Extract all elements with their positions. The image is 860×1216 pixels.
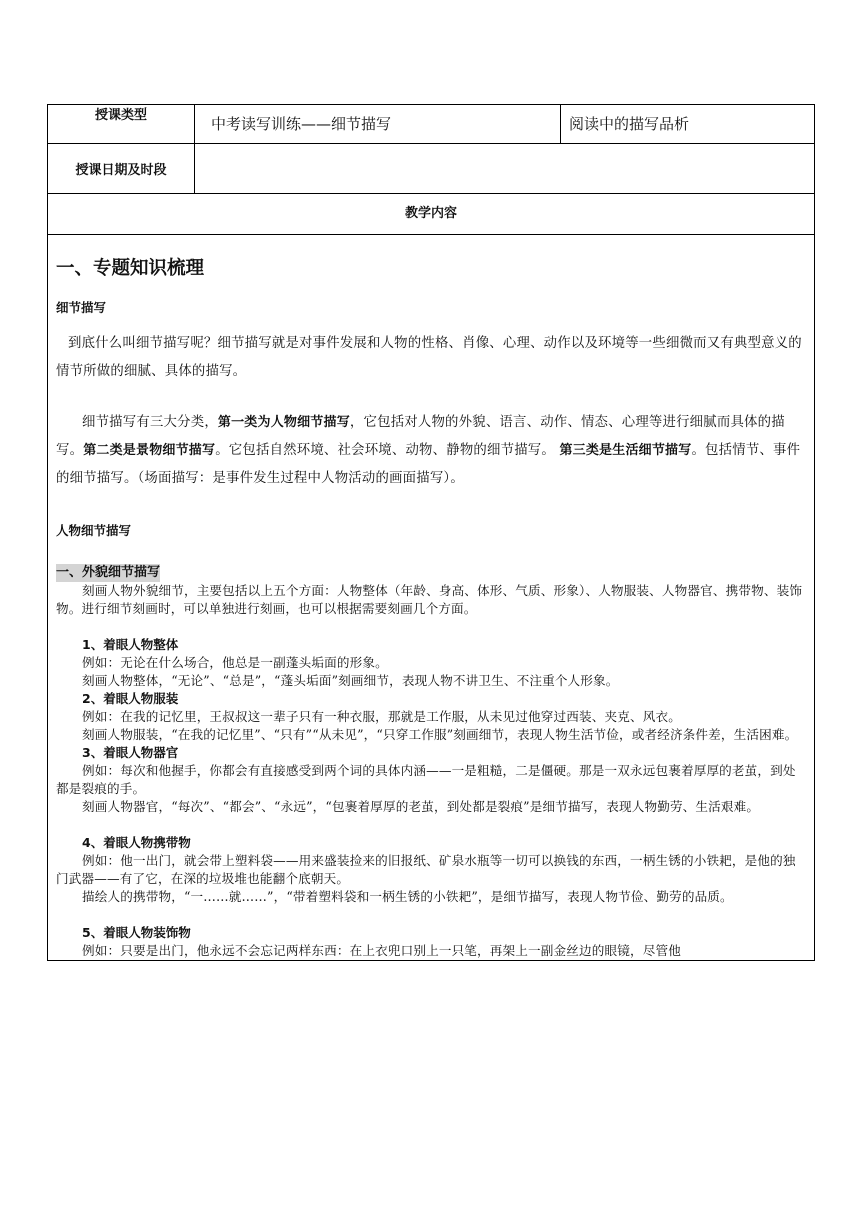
item-2 [56, 690, 804, 744]
class-text-2: ，它包括对人物的外貌、语言、动作、情态、心理等进行细腻而具体的描写。 [56, 415, 785, 458]
item-line: 刻画人物服装，“在我的记忆里”、“只有”“从未见”，“只穿工作服”刻画细节，表现人物生活节俭，或者经济条件差，生活困难。 [82, 727, 798, 742]
item-title: 2、着眼人物服装 [82, 691, 179, 706]
section-title: 一、专题知识梳理 [56, 258, 205, 279]
lesson-type-label: 授课类型 [48, 105, 195, 144]
item-line: 例如：无论在什么场合，他总是一副蓬头垢面的形象。 [82, 655, 388, 670]
item-title: 1、着眼人物整体 [82, 637, 179, 652]
lesson-date-value [195, 144, 815, 194]
item-line: 例如：他一出门，就会带上塑料袋——用来盛装捡来的旧报纸、矿泉水瓶等一切可以换钱的东西，一柄生锈的小铁耙，是他的独门武器——有了它，在深的垃圾堆也能翻个底朝天。 [56, 853, 796, 886]
intro-paragraph: 到底什么叫细节描写呢？细节描写就是对事件发展和人物的性格、肖像、心理、动作以及环境等一些细微而又有典型意义的情节所做的细腻、具体的描写。 [56, 336, 802, 379]
content-header-row [48, 194, 815, 235]
lesson-type-value: 中考读写训练——细节描写 [195, 105, 561, 144]
subhead-detail: 细节描写 [56, 300, 107, 315]
item-title: 5、着眼人物装饰物 [82, 925, 191, 940]
class-text-3: 。它包括自然环境、社会环境、动物、静物的细节描写。 [215, 443, 560, 458]
lesson-table [47, 104, 815, 961]
appearance-intro: 刻画人物外貌细节，主要包括以上五个方面：人物整体（年龄、身高、体形、气质、形象）、人物服装、人物器官、携带物、装饰物。进行细节刻画时，可以单独进行刻画，也可以根据需要刻画几个方面。 [56, 583, 803, 616]
item-line: 例如：在我的记忆里，王叔叔这一辈子只有一种衣服，那就是工作服，从未见过他穿过西装、夹克、风衣。 [82, 709, 681, 724]
item-1 [56, 636, 804, 690]
item-5 [56, 924, 804, 960]
class-bold-1: 第一类为人物细节描写 [217, 415, 350, 430]
lesson-date-row [48, 144, 815, 194]
appearance-heading-wrap [56, 561, 804, 582]
class-text-4: 。包括情节、事件的细节描写。（场面描写：是事件发生过程中人物活动的画面描写）。 [56, 443, 801, 486]
item-line: 例如：每次和他握手，你都会有直接感受到两个词的具体内涵——一是粗糙，二是僵硬。那是一双永远包裹着厚厚的老茧，到处都是裂痕的手。 [56, 763, 796, 796]
item-line: 刻画人物整体，“无论”、“总是”，“蓬头垢面”刻画细节，表现人物不讲卫生、不注重个人形象。 [82, 673, 619, 688]
subhead-person: 人物细节描写 [56, 523, 132, 538]
item-line: 例如：只要是出门，他永远不会忘记两样东西：在上衣兜口别上一只笔，再架上一副金丝边的眼镜，尽管他 [82, 943, 681, 958]
lesson-type-value-2: 阅读中的描写品析 [561, 105, 815, 144]
classification-paragraph [56, 409, 804, 493]
content-cell [48, 235, 815, 961]
appearance-heading: 一、外貌细节描写 [56, 565, 161, 580]
item-title: 4、着眼人物携带物 [82, 835, 191, 850]
class-bold-2: 第二类是景物细节描写 [83, 443, 216, 458]
item-title: 3、着眼人物器官 [82, 745, 179, 760]
lesson-type-row [48, 105, 815, 144]
content-header: 教学内容 [48, 194, 815, 235]
content-row [48, 235, 815, 961]
item-3 [56, 744, 804, 816]
lesson-date-label: 授课日期及时段 [48, 144, 195, 194]
item-line: 描绘人的携带物，“一……就……”，“带着塑料袋和一柄生锈的小铁耙”，是细节描写，表现人物节俭、勤劳的品质。 [82, 889, 733, 904]
class-bold-3: 第三类是生活细节描写 [559, 443, 692, 458]
class-text-1: 细节描写有三大分类， [82, 415, 218, 430]
item-4 [56, 834, 804, 906]
item-line: 刻画人物器官，“每次”、“都会”、“永远”，“包裹着厚厚的老茧，到处都是裂痕”是细节描写，表现人物勤劳、生活艰难。 [82, 799, 760, 814]
